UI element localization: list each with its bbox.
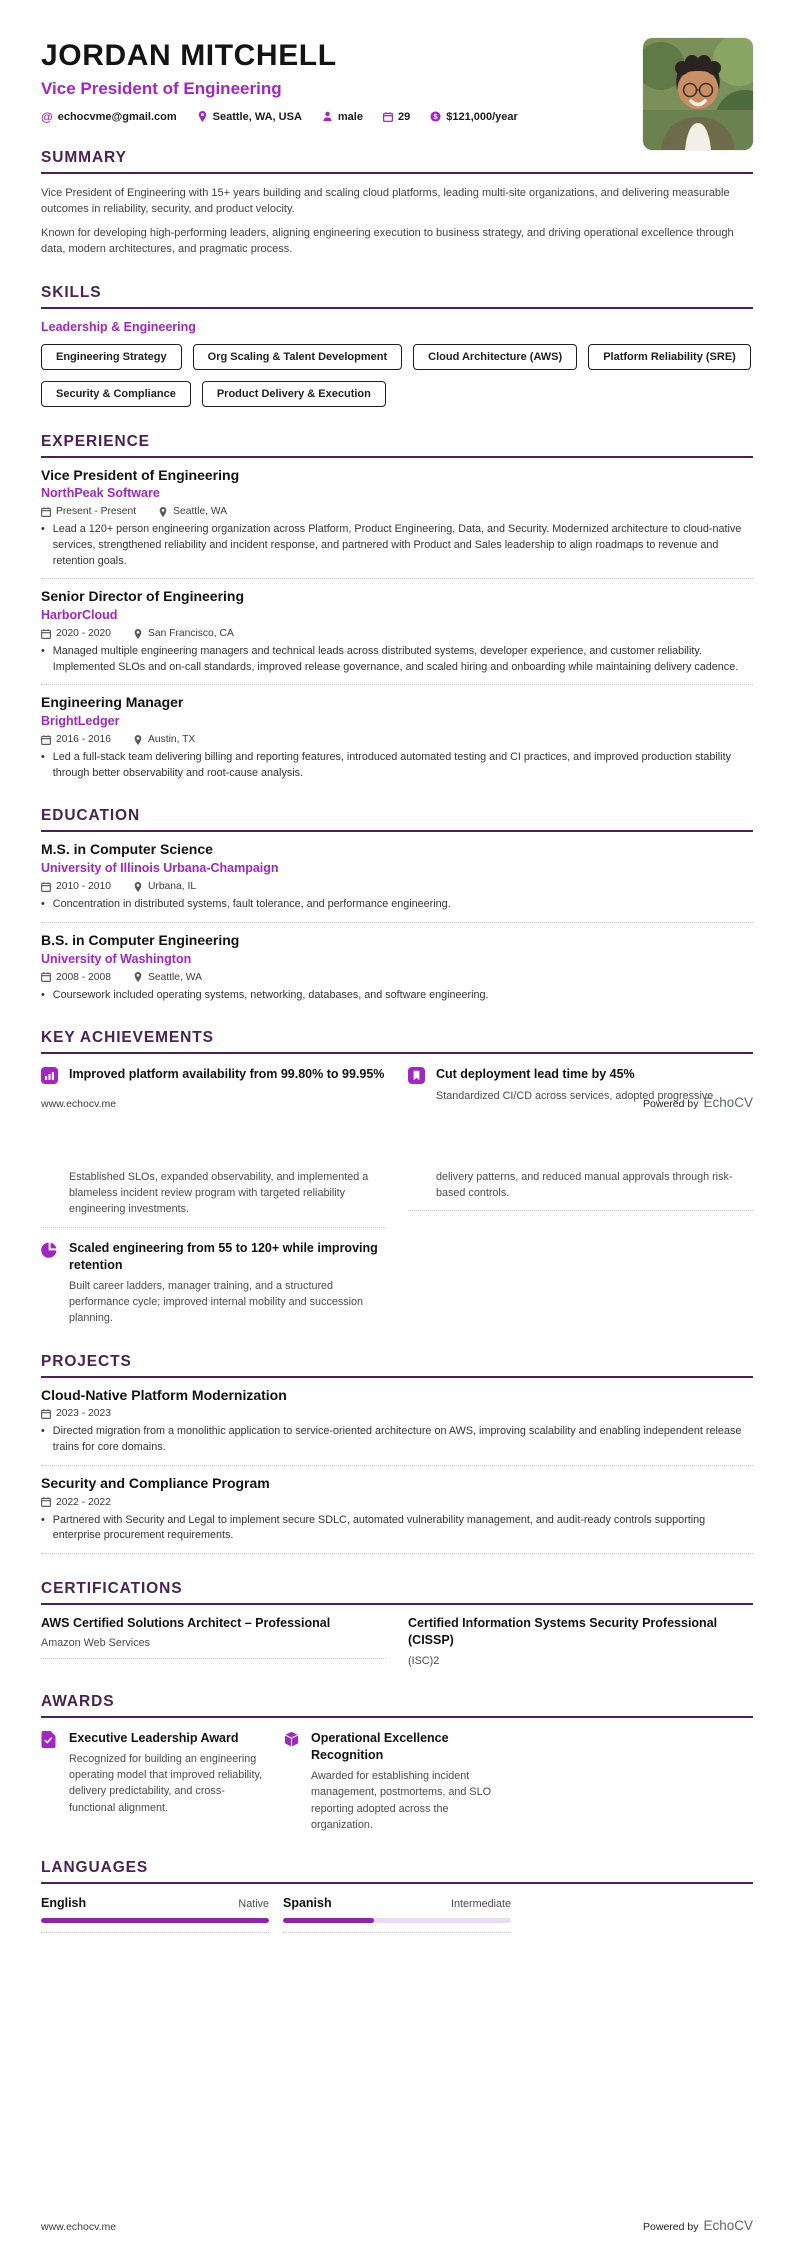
- language-row: [41, 1896, 269, 1910]
- languages-empty-cell: [525, 1896, 753, 1933]
- location-pin-icon: [197, 111, 208, 122]
- skill-chip: Engineering Strategy: [41, 344, 182, 370]
- experience-entry: [41, 588, 753, 675]
- language-row: [283, 1896, 511, 1910]
- certifications-heading: CERTIFICATIONS: [41, 1580, 753, 1605]
- experience-company: BrightLedger: [41, 714, 120, 729]
- awards-grid: [41, 1730, 753, 1833]
- education-dates: [41, 972, 111, 983]
- bullet-text: Concentration in distributed systems, fault tolerance, and performance engineering.: [52, 898, 451, 911]
- education-heading: EDUCATION: [41, 807, 753, 832]
- profile-photo: [643, 38, 753, 150]
- summary-paragraph: Known for developing high-performing leaders, aligning engineering execution to business strategy, and driving operational excellence through data, modern architectures, and pragmatic process.: [41, 226, 734, 255]
- email-text: echocvme@gmail.com: [57, 110, 177, 123]
- languages-heading: LANGUAGES: [41, 1859, 753, 1884]
- page-footer: [41, 1094, 753, 1112]
- location-pin-icon: [133, 629, 143, 639]
- project-meta: [41, 1408, 753, 1419]
- entry-divider: [41, 684, 753, 685]
- skills-heading: SKILLS: [41, 284, 753, 309]
- person-name: JORDAN MITCHELL: [41, 39, 337, 72]
- certifications-grid: [41, 1615, 753, 1667]
- achievement-title: Cut deployment lead time by 45%: [436, 1067, 635, 1082]
- bullet-dot: •: [41, 645, 45, 658]
- award-item: [41, 1730, 269, 1833]
- skill-chip: Product Delivery & Execution: [202, 381, 386, 407]
- dollar-icon: [430, 111, 441, 122]
- email-icon: @: [41, 109, 53, 124]
- languages-grid: [41, 1896, 753, 1933]
- location-text: Seattle, WA: [173, 506, 228, 518]
- education-bullets: [41, 897, 753, 913]
- experience-dates: [41, 734, 111, 745]
- experience-company: NorthPeak Software: [41, 486, 160, 501]
- experience-title: Senior Director of Engineering: [41, 588, 245, 605]
- education-location: [133, 972, 202, 983]
- section-experience: [41, 433, 753, 782]
- experience-entry: [41, 694, 753, 781]
- achievements-left-column: [41, 1169, 386, 1327]
- dates-text: Present - Present: [56, 506, 137, 518]
- certification-title: Certified Information Systems Security Professional (CISSP): [408, 1615, 718, 1648]
- education-degree: B.S. in Computer Engineering: [41, 931, 240, 948]
- project-entry: [41, 1387, 753, 1456]
- award-description: Recognized for building an engineering operating model that improved reliability, delivery predictability, and cross-functional alignment.: [69, 1753, 263, 1814]
- experience-bullets: [41, 750, 753, 781]
- award-item: [283, 1730, 511, 1833]
- bullet-item: [41, 897, 753, 913]
- section-summary: [41, 149, 753, 258]
- experience-title: Engineering Manager: [41, 694, 184, 711]
- entry-divider: [408, 1210, 753, 1211]
- entry-divider: [41, 1932, 269, 1933]
- education-degree: M.S. in Computer Science: [41, 841, 213, 858]
- location-text: Seattle, WA, USA: [212, 110, 302, 123]
- entry-divider: [41, 922, 753, 923]
- achievement-description: Standardized CI/CD across services, adopted progressive: [436, 1089, 714, 1102]
- education-bullets: [41, 988, 753, 1004]
- language-bar-track: [283, 1918, 511, 1923]
- award-title: Operational Excellence Recognition: [311, 1730, 449, 1763]
- dates-text: 2020 - 2020: [56, 628, 111, 640]
- powered-by-text: Powered by: [643, 2221, 699, 2233]
- footer-url[interactable]: www.echocv.me: [41, 2221, 117, 2233]
- project-title: Security and Compliance Program: [41, 1474, 270, 1491]
- project-entry: [41, 1475, 753, 1544]
- experience-dates: [41, 506, 136, 517]
- bullet-dot: •: [41, 1513, 45, 1526]
- footer-powered: [643, 2217, 753, 2235]
- awards-empty-cell: [525, 1730, 753, 1833]
- certification-item: [41, 1615, 386, 1667]
- summary-heading: SUMMARY: [41, 149, 753, 174]
- bar-chart-icon: [41, 1067, 58, 1084]
- projects-heading: PROJECTS: [41, 1353, 753, 1378]
- contact-email[interactable]: [41, 111, 177, 123]
- achievements-heading: KEY ACHIEVEMENTS: [41, 1029, 753, 1054]
- section-education: [41, 807, 753, 1003]
- experience-meta: [41, 628, 753, 639]
- experience-location: [133, 628, 234, 639]
- contact-salary: [430, 111, 518, 123]
- dates-text: 2010 - 2010: [56, 881, 111, 893]
- brand-link[interactable]: EchoCV: [703, 1095, 753, 1110]
- entry-divider: [41, 1658, 386, 1659]
- calendar-icon: [41, 882, 51, 892]
- education-entry: [41, 841, 753, 912]
- language-bar-fill: [41, 1918, 269, 1923]
- job-title: Vice President of Engineering: [41, 78, 282, 98]
- achievement-description-continued: Established SLOs, expanded observability, and implemented a blameless incident review program with targeted reliability engineering investments.: [69, 1171, 369, 1216]
- experience-meta: [41, 734, 753, 745]
- education-entry: [41, 932, 753, 1003]
- language-item: [41, 1896, 269, 1933]
- bullet-text: Led a full-stack team delivering billing and reporting features, introduced automated testing and CI practices, and improved production stability through better observability and root-cause analysis.: [52, 751, 731, 779]
- award-title: Executive Leadership Award: [69, 1730, 239, 1745]
- project-dates: [41, 1408, 111, 1419]
- project-bullets: [41, 1424, 753, 1455]
- project-meta: [41, 1497, 753, 1508]
- location-pin-icon: [158, 507, 168, 517]
- skills-chip-list: [41, 344, 753, 407]
- bullet-dot: •: [41, 988, 45, 1001]
- experience-dates: [41, 628, 111, 639]
- bullet-text: Lead a 120+ person engineering organization across Platform, Product Engineering, Data, and Security. Modernized architecture to cloud-native services, strengthened reliability and incident response, and partnered with Product and Sales leadership to align roadmaps to revenue and retention goals.: [52, 523, 742, 567]
- project-title: Cloud-Native Platform Modernization: [41, 1386, 287, 1403]
- calendar-icon: [41, 629, 51, 639]
- bullet-dot: •: [41, 751, 45, 764]
- bookmark-icon: [408, 1067, 425, 1084]
- skill-chip: Cloud Architecture (AWS): [413, 344, 577, 370]
- certificate-check-icon: [41, 1731, 58, 1748]
- experience-bullets: [41, 644, 753, 675]
- language-bar-fill: [283, 1918, 374, 1923]
- experience-location: [133, 734, 195, 745]
- achievement-title: Scaled engineering from 55 to 120+ while improving retention: [69, 1240, 378, 1272]
- calendar-icon: [383, 112, 393, 122]
- powered-by-text: Powered by: [643, 1098, 699, 1110]
- bullet-item: [41, 750, 753, 781]
- dates-text: 2008 - 2008: [56, 971, 111, 983]
- dates-text: 2023 - 2023: [56, 1408, 111, 1420]
- salary-text: $121,000/year: [446, 110, 518, 123]
- achievement-title: Improved platform availability from 99.80% to 99.95%: [69, 1067, 385, 1082]
- contact-gender: [322, 111, 363, 123]
- bullet-item: [41, 644, 753, 675]
- cube-icon: [283, 1731, 300, 1748]
- skill-chip: Org Scaling & Talent Development: [193, 344, 403, 370]
- dates-text: 2022 - 2022: [56, 1496, 111, 1508]
- language-bar-track: [41, 1918, 269, 1923]
- bullet-item: [41, 988, 753, 1004]
- bullet-text: Partnered with Security and Legal to implement secure SDLC, automated vulnerability management, and audit-ready controls supporting enterprise procurement requirements.: [52, 1513, 706, 1542]
- pie-chart-icon: [41, 1241, 58, 1258]
- education-dates: [41, 881, 111, 892]
- summary-paragraph: Vice President of Engineering with 15+ years building and scaling cloud platforms, leading multi-site organizations, and delivering measurable outcomes in reliability, security, and product velocity.: [41, 186, 730, 215]
- bullet-dot: •: [41, 898, 45, 911]
- entry-divider: [41, 1227, 386, 1228]
- section-languages: [41, 1859, 753, 1933]
- location-text: Urbana, IL: [147, 881, 197, 893]
- certification-issuer: (ISC)2: [408, 1654, 440, 1667]
- language-level: Native: [238, 1898, 269, 1911]
- section-achievements: [41, 1029, 753, 1103]
- calendar-icon: [41, 1409, 51, 1419]
- project-dates: [41, 1497, 111, 1508]
- experience-heading: EXPERIENCE: [41, 433, 753, 458]
- achievement-description-continued: delivery patterns, and reduced manual approvals through risk-based controls.: [436, 1171, 733, 1200]
- experience-bullets: [41, 522, 753, 569]
- achievements-right-column: [408, 1169, 753, 1327]
- certification-title: AWS Certified Solutions Architect – Professional: [41, 1615, 331, 1630]
- project-bullets: [41, 1513, 753, 1544]
- section-certifications: [41, 1580, 753, 1667]
- calendar-icon: [41, 507, 51, 517]
- entry-divider: [41, 578, 753, 579]
- entry-divider: [283, 1932, 511, 1933]
- entry-divider: [41, 1465, 753, 1466]
- achievement-description: Built career ladders, manager training, and a structured performance cycle; improved internal mobility and succession planning.: [69, 1280, 364, 1325]
- education-school: University of Washington: [41, 951, 192, 966]
- age-text: 29: [397, 110, 411, 123]
- dates-text: 2016 - 2016: [56, 734, 111, 746]
- location-pin-icon: [133, 972, 143, 982]
- bullet-dot: •: [41, 523, 45, 536]
- bullet-item: [41, 1424, 753, 1455]
- calendar-icon: [41, 735, 51, 745]
- section-awards: [41, 1693, 753, 1833]
- language-level: Intermediate: [450, 1898, 511, 1911]
- certification-issuer: Amazon Web Services: [41, 1637, 151, 1650]
- contact-location: [197, 111, 302, 123]
- experience-title: Vice President of Engineering: [41, 466, 240, 483]
- experience-location: [158, 506, 227, 517]
- education-location: [133, 881, 196, 892]
- education-school: University of Illinois Urbana-Champaign: [41, 861, 279, 876]
- experience-company: HarborCloud: [41, 608, 118, 623]
- location-pin-icon: [133, 882, 143, 892]
- page-footer: [41, 2217, 753, 2235]
- awards-heading: AWARDS: [41, 1693, 753, 1718]
- bullet-item: [41, 1513, 753, 1544]
- location-text: San Francisco, CA: [147, 628, 234, 640]
- achievement-item: [41, 1240, 386, 1327]
- experience-meta: [41, 506, 753, 517]
- achievements-continued-grid: [41, 1169, 753, 1327]
- certification-item: [408, 1615, 753, 1667]
- bullet-dot: •: [41, 1425, 45, 1438]
- footer-url[interactable]: www.echocv.me: [41, 1098, 117, 1110]
- bullet-text: Coursework included operating systems, networking, databases, and software engineering.: [52, 988, 489, 1001]
- location-pin-icon: [133, 735, 143, 745]
- language-name: English: [41, 1896, 87, 1911]
- footer-powered: [643, 1094, 753, 1112]
- section-projects: [41, 1353, 753, 1554]
- language-item: [283, 1896, 511, 1933]
- award-description: Awarded for establishing incident management, postmortems, and SLO reporting adopted across the organization.: [311, 1770, 492, 1831]
- resume-page-2: [0, 1123, 794, 2246]
- location-text: Seattle, WA: [147, 971, 202, 983]
- entry-divider: [41, 1553, 753, 1554]
- gender-text: male: [337, 110, 363, 123]
- svg-text:$: $: [433, 112, 438, 122]
- contact-age: [383, 111, 410, 123]
- skill-chip: Platform Reliability (SRE): [588, 344, 751, 370]
- person-icon: [322, 111, 333, 122]
- calendar-icon: [41, 1497, 51, 1507]
- location-text: Austin, TX: [147, 734, 196, 746]
- education-meta: [41, 972, 753, 983]
- bullet-text: Managed multiple engineering managers and technical leads across distributed systems, developer experience, and customer reliability. Implemented SLOs and on-call standards, improved release governance, and scaled hiring and onboarding while maintaining delivery cadence.: [52, 645, 739, 673]
- experience-entry: [41, 467, 753, 570]
- education-meta: [41, 881, 753, 892]
- skills-group-title: Leadership & Engineering: [41, 319, 196, 334]
- calendar-icon: [41, 972, 51, 982]
- brand-link[interactable]: EchoCV: [703, 2218, 753, 2233]
- section-skills: [41, 284, 753, 407]
- bullet-text: Directed migration from a monolithic application to service-oriented architecture on AWS, improving scalability and enabling independent release trains for core domains.: [52, 1425, 742, 1454]
- bullet-item: [41, 522, 753, 569]
- language-name: Spanish: [283, 1896, 332, 1911]
- skill-chip: Security & Compliance: [41, 381, 191, 407]
